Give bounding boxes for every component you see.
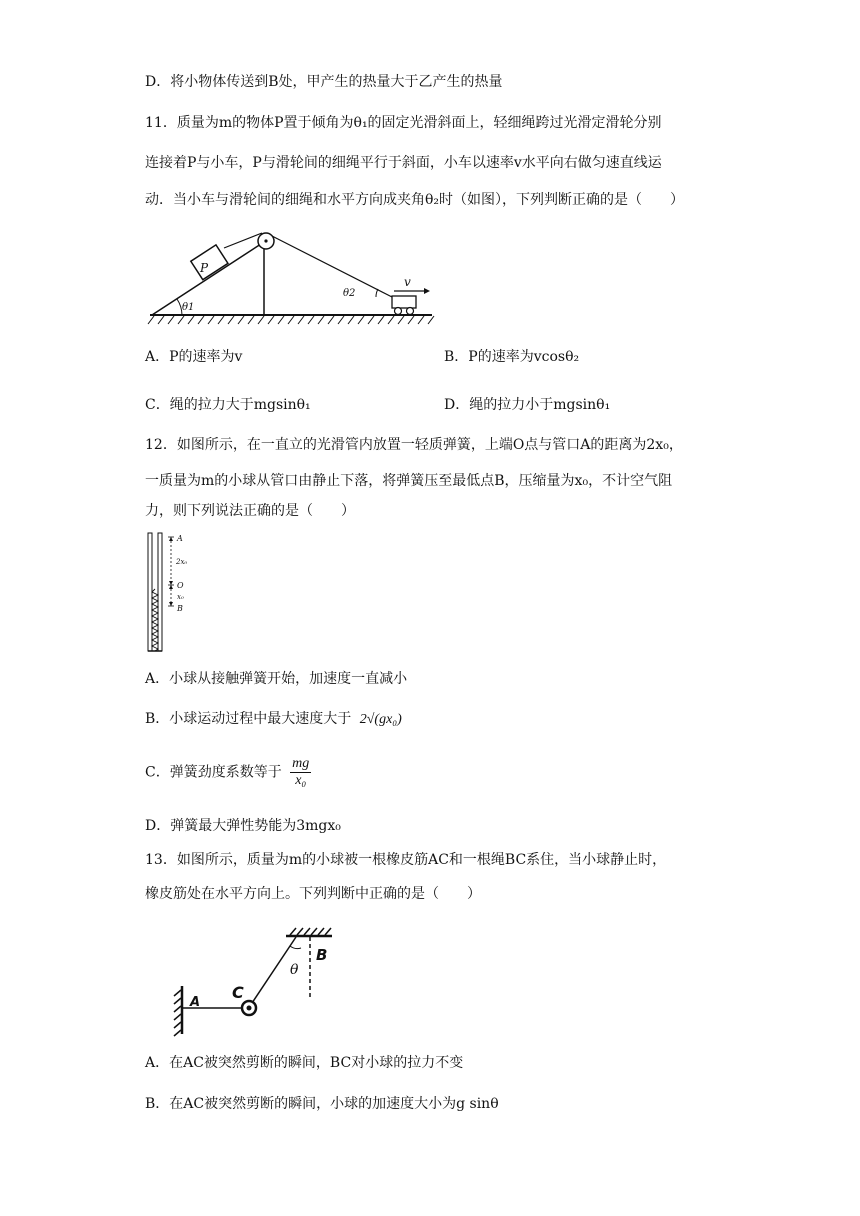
label-theta: θ [290,962,299,978]
q12-stem-line2: 一质量为m的小球从管口由静止下落，将弹簧压至最低点B，压缩量为x₀，不计空气阻 [145,473,673,489]
q12-option-b-text: B．小球运动过程中最大速度大于 [145,711,352,727]
q13-figure [170,926,350,1038]
label-theta1: θ1 [182,302,195,313]
q12-figure [144,531,204,656]
q13-stem-line2: 橡皮筋处在水平方向上。下列判断中正确的是（ ） [145,886,481,902]
q12-option-a: A．小球从接触弹簧开始，加速度一直减小 [145,671,408,687]
label-x0: x₀ [177,593,184,601]
q11-option-a: A．P的速率为v [145,349,243,365]
q11-option-c: C．绳的拉力大于mgsinθ₁ [145,397,311,413]
q11-figure [140,228,440,328]
label-theta2: θ2 [343,288,356,299]
q13-option-a: A．在AC被突然剪断的瞬间，BC对小球的拉力不变 [145,1055,464,1071]
prev-option-d: D．将小物体传送到B处，甲产生的热量大于乙产生的热量 [145,74,503,90]
q11-stem-line2: 连接着P与小车，P与滑轮间的细绳平行于斜面，小车以速率v水平向右做匀速直线运 [145,155,662,171]
label-p: P [200,261,209,275]
label-2x0: 2x₀ [176,558,188,566]
q11-option-b: B．P的速率为vcosθ₂ [444,349,580,365]
fraction-numerator: mg [292,756,310,771]
q12-option-c-text: C．弹簧劲度系数等于 [145,764,282,781]
q12-stem-line3: 力，则下列说法正确的是（ ） [145,503,355,519]
q13-stem-line1: 13．如图所示，质量为m的小球被一根橡皮筋AC和一根绳BC系住，当小球静止时， [145,852,667,868]
label-b: B [316,946,328,964]
q12-option-b-math: 2√(gx₀) [359,712,402,727]
label-b: B [177,604,183,613]
q12-option-d: D．弹簧最大弹性势能为3mgx₀ [145,818,341,834]
q12-option-b [145,708,402,731]
q12-option-c-fraction [290,756,311,789]
label-c: C [232,983,244,1002]
q12-stem-line1: 12．如图所示，在一直立的光滑管内放置一轻质弹簧，上端O点与管口A的距离为2x₀， [145,437,683,453]
q11-option-d: D．绳的拉力小于mgsinθ₁ [444,397,611,413]
label-v: v [404,275,411,289]
q11-stem-line1: 11．质量为m的物体P置于倾角为θ₁的固定光滑斜面上，轻细绳跨过光滑定滑轮分别 [145,115,662,131]
q11-stem-line3: 动．当小车与滑轮间的细绳和水平方向成夹角θ₂时（如图），下列判断正确的是（ ） [145,192,685,208]
q13-option-b: B．在AC被突然剪断的瞬间，小球的加速度大小为g sinθ [145,1096,499,1112]
q12-option-c [145,756,311,789]
fraction-denominator: x₀ [295,773,307,788]
label-a: A [177,534,183,543]
label-a: A [190,995,201,1010]
label-o: O [177,581,184,590]
